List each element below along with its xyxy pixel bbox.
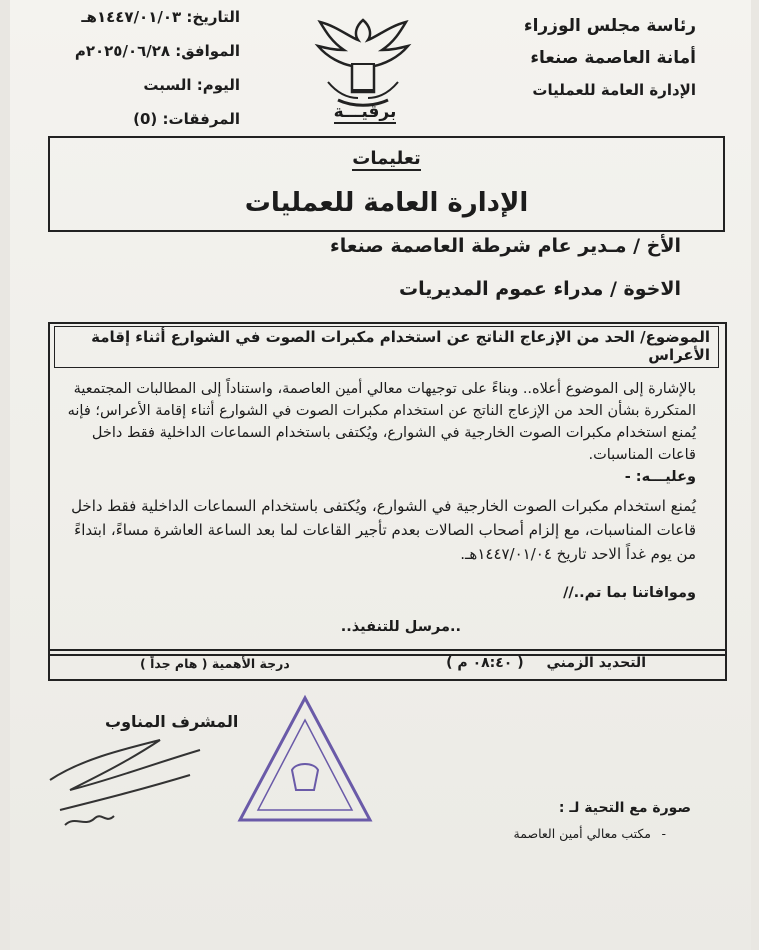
issuer-line-1: رئاسة مجلس الوزراء	[523, 16, 696, 36]
issuer-line-3: الإدارة العامة للعمليات	[532, 81, 696, 99]
corresponding-row	[40, 34, 240, 68]
attachments-label: المرفقات:	[162, 110, 240, 128]
accordingly-label: وعليـــه: -	[624, 469, 696, 485]
instructions-heading	[50, 148, 723, 169]
timing-label: التحديد الزمني	[546, 655, 646, 671]
document-page	[10, 0, 751, 950]
importance-text: درجة الأهمية ( هام جداً )	[140, 656, 290, 671]
supervisor-label: المشرف المناوب	[105, 712, 239, 731]
date-label: التاريخ:	[186, 8, 240, 26]
copy-bullet: -	[661, 826, 666, 841]
date-block	[40, 0, 240, 136]
official-stamp-icon	[230, 690, 380, 830]
timing-value: ( ٠٨:٤٠ م )	[446, 655, 524, 671]
subject-box	[54, 326, 719, 368]
body-paragraph-1: بالإشارة إلى الموضوع أعلاه.. وبناءً على توجيهات معالي أمين العاصمة، واستناداً إلى المطالبات المجتمعية المتكررة بشأن الحد من الإزعاج الناتج عن استخدام مكبرات الصوت في الشوارع أثناء إقامة الأعراس؛ فإنه يُمنع استخدام مكبرات الصوت الخارجية في الشوارع، ويُكتفى باستخدام السماعات الداخلية فقط داخل قاعات المناسبات.	[67, 381, 696, 463]
day-value: السبت	[143, 76, 192, 94]
date-row	[40, 0, 240, 34]
issuer-line-2: أمانة العاصمة صنعاء	[530, 48, 696, 68]
attachments-row	[40, 102, 240, 136]
addressee-1: الأخ / مـدير عام شرطة العاصمة صنعاء	[330, 235, 681, 257]
date-value: ١٤٤٧/٠١/٠٣هـ	[81, 8, 182, 26]
timing-row	[446, 655, 646, 671]
sent-for-execution: ..مرسل للتنفيذ..	[340, 619, 461, 635]
corresponding-value: ٢٠٢٥/٠٦/٢٨م	[74, 42, 171, 60]
closing-line: وموافاتنا بما تم..//	[563, 585, 696, 601]
instructions-heading-text: تعليمات	[352, 148, 421, 169]
copy-heading: صورة مع التحية لـ :	[558, 800, 691, 816]
body-paragraph-2: يُمنع استخدام مكبرات الصوت الخارجية في الشوارع، ويُكتفى باستخدام السماعات الداخلية فقط داخل قاعات المناسبات، مع إلزام أصحاب الصالات بعدم تأجير القاعات لما بعد الساعة العاشرة مساءً، ابتداءً من يوم غداً الاحد تاريخ ١٤٤٧/٠١/٠٤هـ.	[71, 497, 696, 563]
department-heading: الإدارة العامة للعمليات	[244, 188, 529, 218]
issuer-header	[436, 10, 696, 106]
attachments-value: (0)	[133, 110, 158, 128]
instructions-title-box	[48, 136, 725, 232]
telegram-label-text: برقيـــة	[333, 102, 397, 122]
body-box	[48, 322, 727, 656]
yemen-emblem-icon	[308, 12, 418, 112]
subject-text: الموضوع/ الحد من الإزعاج الناتج عن استخدام مكبرات الصوت في الشوارع أثناء إقامة الأعراس	[91, 328, 710, 364]
addressee-2: الاخوة / مدراء عموم المديريات	[398, 278, 681, 300]
telegram-label	[315, 102, 415, 122]
day-label: اليوم:	[196, 76, 240, 94]
copy-recipient: مكتب معالي أمين العاصمة	[513, 826, 651, 841]
corresponding-label: الموافق:	[175, 42, 240, 60]
signature-icon	[40, 720, 220, 840]
day-row	[40, 68, 240, 102]
